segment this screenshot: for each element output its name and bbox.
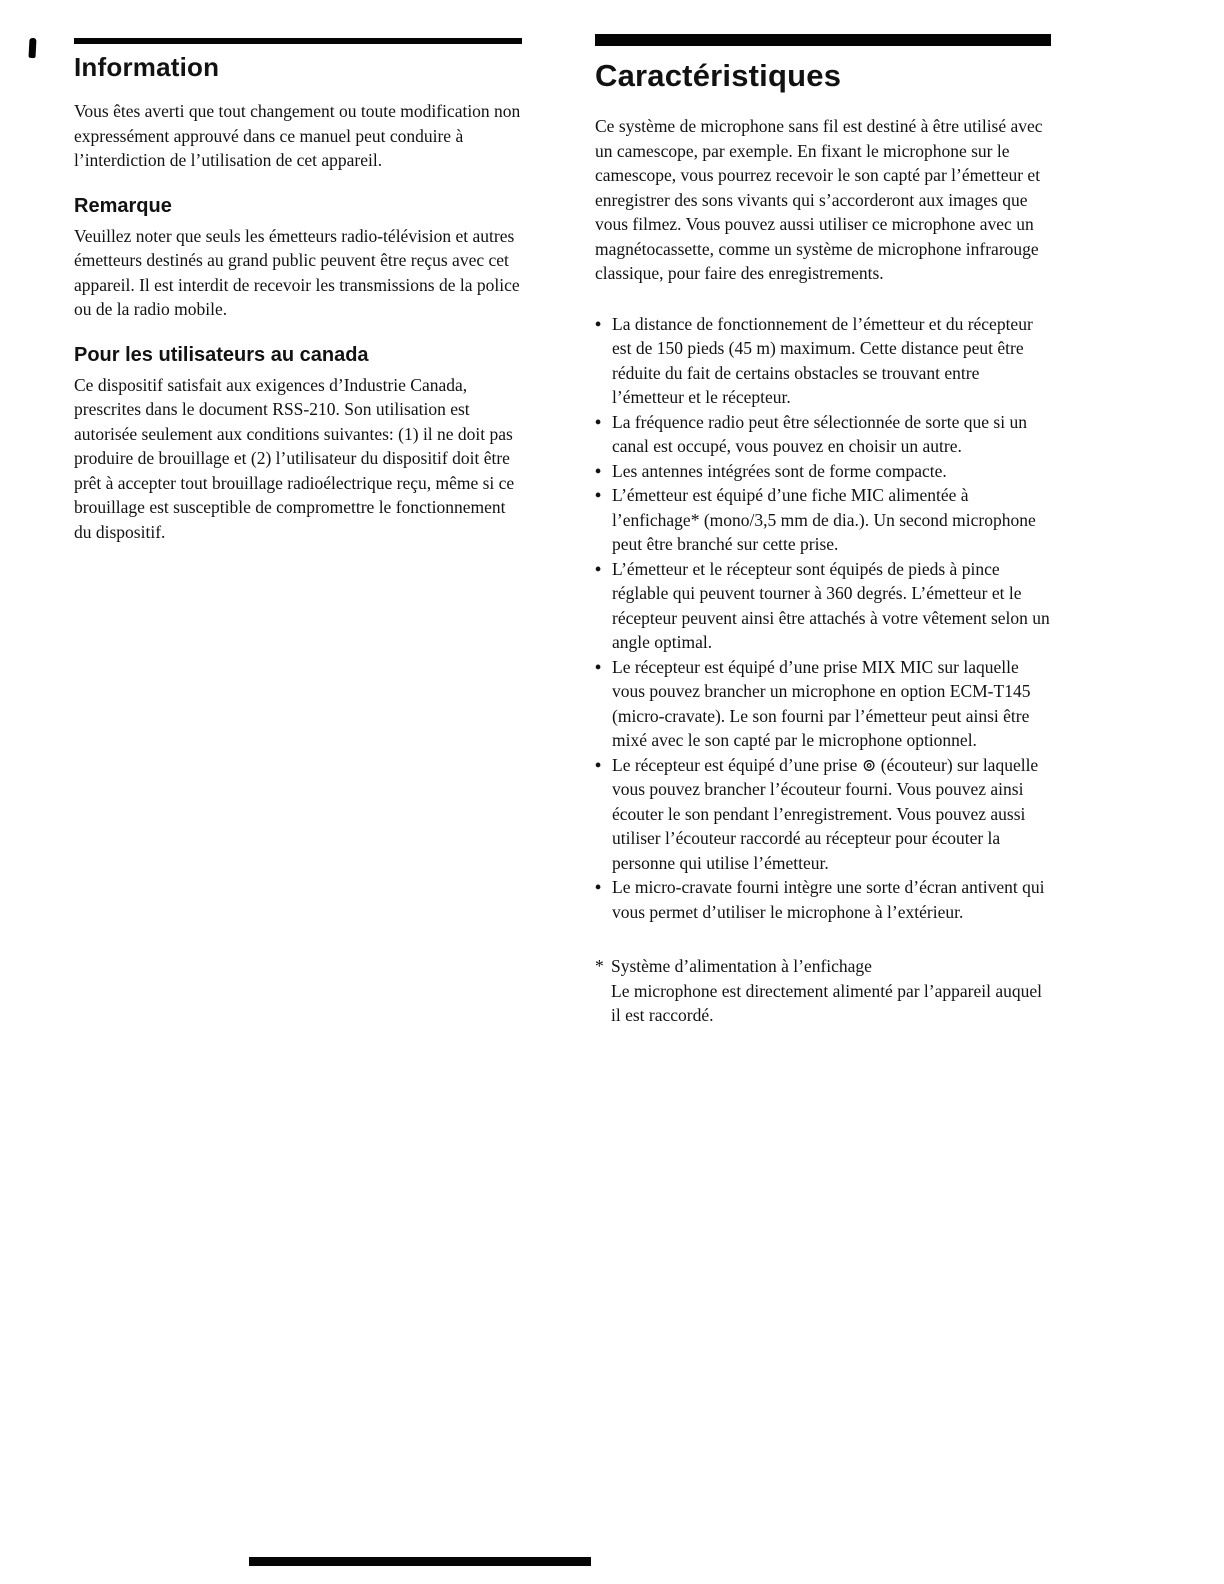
bullet-icon: •	[595, 485, 602, 505]
feature-text: Les antennes intégrées sont de forme compacte.	[612, 460, 947, 481]
feature-item	[595, 483, 1051, 557]
bullet-icon: •	[595, 411, 602, 432]
bullet-icon: •	[595, 656, 602, 677]
feature-text: Le micro-cravate fourni intègre une sorte d’écran antivent qui vous permet d’utiliser le microphone à l’extérieur.	[612, 877, 1045, 922]
footnote-line: Le microphone est directement alimenté par l’appareil auquel il est raccordé.	[611, 980, 1042, 1025]
feature-text: La distance de fonctionnement de l’émetteur et du récepteur est de 150 pieds (45 m) maximum. Cette distance peut être réduite du fait de certains obstacles se trouvant entre l’émetteur et le récepteur.	[612, 313, 1033, 407]
bullet-icon: •	[595, 558, 602, 579]
feature-item	[595, 753, 1051, 876]
feature-text: L’émetteur est équipé d’une fiche MIC alimentée à l’enfichage* (mono/3,5 mm de dia.). Un second microphone peut être branché sur cette prise.	[612, 485, 1036, 554]
footnote	[595, 954, 1051, 1028]
right-column	[595, 34, 1051, 1028]
feature-list	[595, 312, 1051, 925]
feature-text: L’émetteur et le récepteur sont équipés de pieds à pince réglable qui peuvent tourner à 360 degrés. L’émetteur et le récepteur peuvent ainsi être attachés à votre vêtement selon un angle optimal.	[612, 558, 1050, 652]
feature-item	[595, 557, 1051, 655]
page-bottom-bar	[249, 1557, 591, 1566]
section-rule-right	[595, 34, 1051, 46]
feature-item	[595, 459, 1051, 484]
feature-item	[595, 312, 1051, 410]
feature-item	[595, 410, 1051, 459]
feature-item	[595, 655, 1051, 753]
section-rule-left	[74, 38, 522, 44]
caracteristiques-heading: Caractéristiques	[595, 58, 842, 93]
left-column	[74, 38, 522, 544]
bullet-icon: •	[595, 313, 602, 334]
feature-text: Le récepteur est équipé d’une prise ⊚ (écouteur) sur laquelle vous pouvez brancher l’écouteur fourni. Vous pouvez ainsi écouter le son pendant l’enregistrement. Vous pouvez aussi utiliser l’écouteur raccordé au récepteur pour écouter la personne qui utilise l’émetteur.	[612, 754, 1039, 873]
bullet-icon: •	[595, 460, 602, 481]
bullet-icon: •	[595, 754, 602, 775]
footnote-line: Système d’alimentation à l’enfichage	[611, 956, 872, 976]
feature-text: Le récepteur est équipé d’une prise MIX MIC sur laquelle vous pouvez brancher un microphone en option ECM-T145 (micro-cravate). Le son fourni par l’émetteur peut ainsi être mixé avec le son capté par le microphone optionnel.	[612, 656, 1031, 750]
caracteristiques-intro: Ce système de microphone sans fil est destiné à être utilisé avec un camescope, par exemple. En fixant le microphone sur le camescope, vous pourrez recevoir le son capté par l’émetteur et enregistrer des sons vivants qui s’accorderont aux images que vous filmez. Vous pouvez aussi utiliser ce microphone avec un magnétocassette, comme un système de microphone infrarouge classique, pour faire des enregistrements.	[595, 116, 1043, 283]
bullet-icon: •	[595, 877, 602, 897]
canada-paragraph: Ce dispositif satisfait aux exigences d’Industrie Canada, prescrites dans le document RSS-210. Son utilisation est autorisée seulement aux conditions suivantes: (1) il ne doit pas produire de brouillage et (2) l’utilisateur du dispositif doit être prêt à accepter tout brouillage radioélectrique reçu, même si ce brouillage est susceptible de compromettre le fonctionnement du dispositif.	[74, 374, 515, 542]
remarque-paragraph: Veuillez noter que seuls les émetteurs radio-télévision et autres émetteurs destinés au grand public peuvent être reçus avec cet appareil. Il est interdit de recevoir les transmissions de la police ou de la radio mobile.	[74, 225, 520, 319]
scan-ink-mark	[28, 38, 36, 58]
information-paragraph: Vous êtes averti que tout changement ou toute modification non expressément approuvé dans ce manuel peut conduire à l’interdiction de l’utilisation de cet appareil.	[74, 101, 521, 170]
remarque-heading: Remarque	[74, 194, 172, 217]
feature-item	[595, 875, 1051, 924]
canada-heading: Pour les utilisateurs au canada	[74, 343, 369, 366]
footnote-body	[611, 954, 1051, 1028]
footnote-marker: *	[595, 956, 604, 976]
information-heading: Information	[74, 52, 220, 82]
feature-text: La fréquence radio peut être sélectionnée de sorte que si un canal est occupé, vous pouvez en choisir un autre.	[612, 411, 1027, 456]
